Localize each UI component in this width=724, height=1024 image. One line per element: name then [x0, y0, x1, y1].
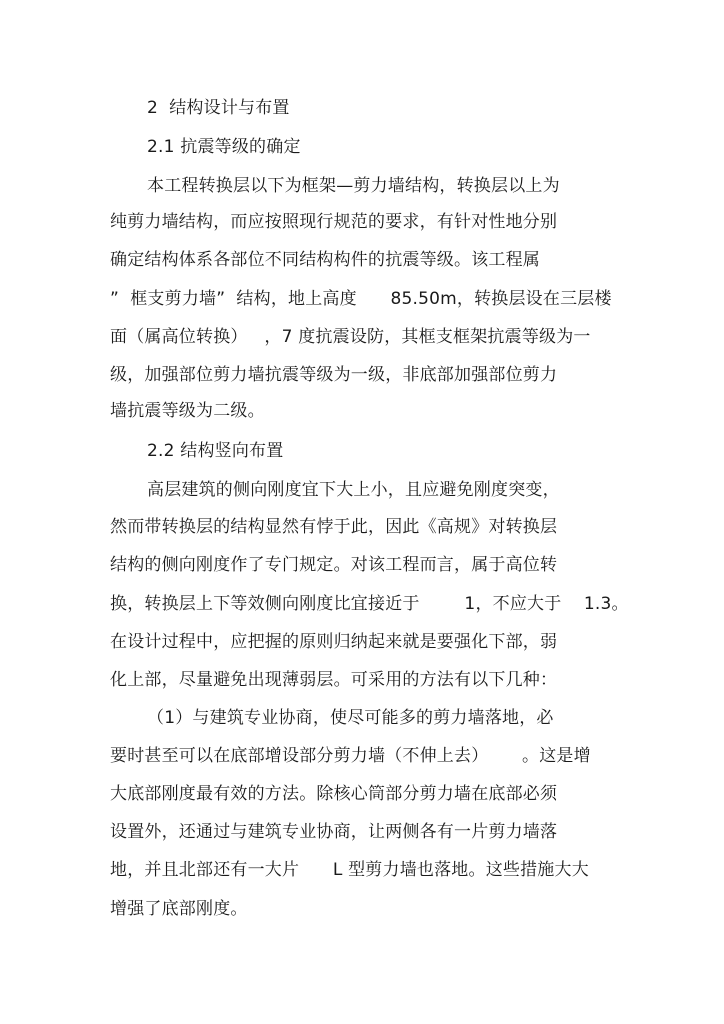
paragraph-line: 本工程转换层以下为框架—剪力墙结构，转换层以上为: [147, 176, 560, 196]
paragraph-line: （1）与建筑专业协商，使尽可能多的剪力墙落地，必: [147, 708, 554, 728]
paragraph-line: 要时甚至可以在底部增设部分剪力墙（不伸上去） 。这是增: [110, 746, 591, 766]
paragraph-line: 纯剪力墙结构，而应按照现行规范的要求，有针对性地分别: [110, 212, 558, 232]
paragraph-line: 级，加强部位剪力墙抗震等级为一级，非底部加强部位剪力: [110, 365, 558, 385]
paragraph-line: 面（属高位转换） ，7 度抗震设防，其框支框架抗震等级为一: [110, 327, 591, 347]
paragraph-line: 确定结构体系各部位不同结构构件的抗震等级。该工程属: [110, 250, 540, 270]
paragraph-line: 然而带转换层的结构显然有悖于此，因此《高规》对转换层: [110, 517, 558, 537]
subsection-heading: 2.1 抗震等级的确定: [147, 137, 301, 157]
paragraph-line: 设置外，还通过与建筑专业协商，让两侧各有一片剪力墙落: [110, 822, 558, 842]
paragraph-line: 大底部刚度最有效的方法。除核心筒部分剪力墙在底部必须: [110, 784, 558, 804]
paragraph-line: 地，并且北部还有一大片 L 型剪力墙也落地。这些措施大大: [110, 860, 589, 880]
subsection-heading: 2.2 结构竖向布置: [147, 441, 284, 461]
paragraph-line: 增强了底部刚度。: [110, 899, 248, 919]
paragraph-line: 结构的侧向刚度作了专门规定。对该工程而言，属于高位转: [110, 555, 558, 575]
paragraph-line: ” 框支剪力墙” 结构，地上高度 85.50m，转换层设在三层楼: [110, 289, 612, 309]
paragraph-line: 换，转换层上下等效侧向刚度比宜接近于 1，不应大于 1.3。: [110, 594, 629, 614]
paragraph-line: 化上部，尽量避免出现薄弱层。可采用的方法有以下几种：: [110, 670, 558, 690]
section-heading: 2 结构设计与布置: [147, 98, 290, 118]
paragraph-line: 高层建筑的侧向刚度宜下大上小，且应避免刚度突变，: [147, 480, 560, 500]
paragraph-line: 在设计过程中，应把握的原则归纳起来就是要强化下部，弱: [110, 632, 558, 652]
paragraph-line: 墙抗震等级为二级。: [110, 401, 265, 421]
